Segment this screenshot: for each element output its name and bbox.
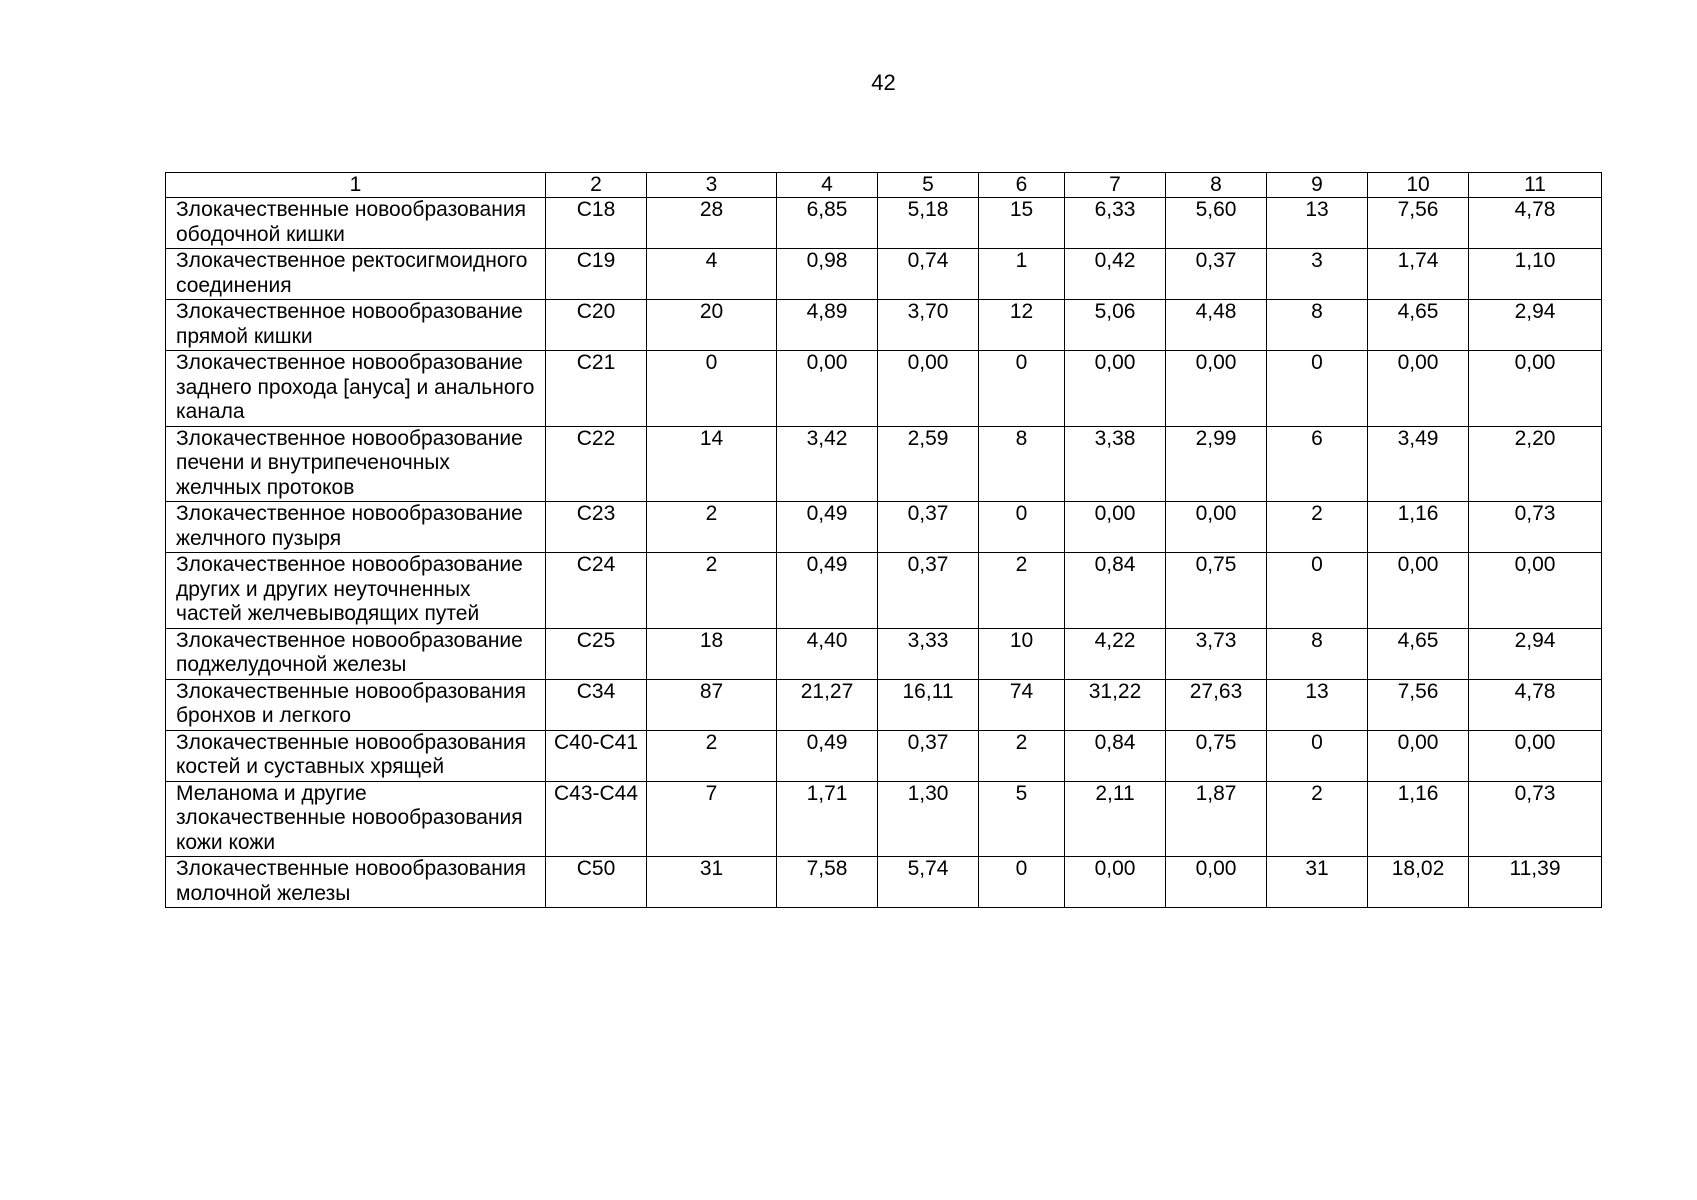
diagnosis-name-cell: Злокачественные новообразования костей и суставных хрящей: [166, 730, 546, 781]
value-cell: 5,06: [1065, 300, 1166, 351]
value-cell: 2,94: [1469, 300, 1602, 351]
value-cell: 0,00: [1065, 502, 1166, 553]
icd-code-cell: C19: [546, 249, 647, 300]
value-cell: 0: [1267, 553, 1368, 629]
diagnosis-name-cell: Меланома и другие злокачественные новообразования кожи кожи: [166, 781, 546, 857]
value-cell: 0,42: [1065, 249, 1166, 300]
value-cell: 0,37: [1166, 249, 1267, 300]
value-cell: 87: [647, 679, 777, 730]
value-cell: 3,73: [1166, 628, 1267, 679]
value-cell: 0,00: [777, 351, 878, 427]
value-cell: 0,98: [777, 249, 878, 300]
value-cell: 3: [1267, 249, 1368, 300]
header-row: [166, 173, 1602, 198]
value-cell: 7,56: [1368, 198, 1469, 249]
value-cell: 0,00: [1368, 553, 1469, 629]
column-header: 1: [166, 173, 546, 198]
value-cell: 0,00: [1469, 351, 1602, 427]
value-cell: 20: [647, 300, 777, 351]
column-header: 4: [777, 173, 878, 198]
diagnosis-name-cell: Злокачественное новообразование поджелудочной железы: [166, 628, 546, 679]
value-cell: 0,49: [777, 553, 878, 629]
value-cell: 2: [1267, 781, 1368, 857]
value-cell: 0,75: [1166, 553, 1267, 629]
value-cell: 0,00: [1166, 502, 1267, 553]
diagnosis-name-cell: Злокачественные новообразования бронхов и легкого: [166, 679, 546, 730]
value-cell: 0,00: [1469, 553, 1602, 629]
icd-code-cell: C50: [546, 857, 647, 908]
value-cell: 1,16: [1368, 502, 1469, 553]
value-cell: 6,85: [777, 198, 878, 249]
icd-code-cell: C34: [546, 679, 647, 730]
value-cell: 5: [979, 781, 1065, 857]
value-cell: 0: [979, 351, 1065, 427]
value-cell: 4,40: [777, 628, 878, 679]
value-cell: 0,00: [1368, 730, 1469, 781]
value-cell: 0,84: [1065, 730, 1166, 781]
value-cell: 2: [647, 730, 777, 781]
value-cell: 2,94: [1469, 628, 1602, 679]
value-cell: 7: [647, 781, 777, 857]
value-cell: 6,33: [1065, 198, 1166, 249]
value-cell: 0,00: [1166, 857, 1267, 908]
value-cell: 0,74: [878, 249, 979, 300]
icd-code-cell: C24: [546, 553, 647, 629]
value-cell: 2,11: [1065, 781, 1166, 857]
icd-code-cell: C20: [546, 300, 647, 351]
value-cell: 15: [979, 198, 1065, 249]
value-cell: 0,37: [878, 553, 979, 629]
value-cell: 0,00: [1065, 351, 1166, 427]
value-cell: 11,39: [1469, 857, 1602, 908]
diagnosis-name-cell: Злокачественные новообразования молочной железы: [166, 857, 546, 908]
value-cell: 2: [647, 502, 777, 553]
value-cell: 0,49: [777, 730, 878, 781]
value-cell: 0,37: [878, 502, 979, 553]
value-cell: 1,74: [1368, 249, 1469, 300]
value-cell: 0,00: [1368, 351, 1469, 427]
column-header: 6: [979, 173, 1065, 198]
column-header: 7: [1065, 173, 1166, 198]
icd-code-cell: C22: [546, 426, 647, 502]
value-cell: 4,89: [777, 300, 878, 351]
value-cell: 0,00: [878, 351, 979, 427]
value-cell: 3,49: [1368, 426, 1469, 502]
value-cell: 2,20: [1469, 426, 1602, 502]
diagnosis-name-cell: Злокачественное новообразование желчного пузыря: [166, 502, 546, 553]
table-row: [166, 300, 1602, 351]
value-cell: 6: [1267, 426, 1368, 502]
value-cell: 12: [979, 300, 1065, 351]
value-cell: 0,00: [1065, 857, 1166, 908]
value-cell: 0: [979, 857, 1065, 908]
diagnosis-name-cell: Злокачественное новообразование других и других неуточненных частей желчевыводящих путей: [166, 553, 546, 629]
column-header: 9: [1267, 173, 1368, 198]
diagnosis-name-cell: Злокачественное новообразование прямой кишки: [166, 300, 546, 351]
table-row: [166, 628, 1602, 679]
table-row: [166, 679, 1602, 730]
value-cell: 4,65: [1368, 628, 1469, 679]
table-row: [166, 730, 1602, 781]
data-table: [165, 172, 1602, 908]
value-cell: 4,78: [1469, 679, 1602, 730]
column-header: 2: [546, 173, 647, 198]
diagnosis-name-cell: Злокачественное новообразование заднего прохода [ануса] и анального канала: [166, 351, 546, 427]
value-cell: 18,02: [1368, 857, 1469, 908]
value-cell: 0,49: [777, 502, 878, 553]
value-cell: 31: [647, 857, 777, 908]
value-cell: 0,73: [1469, 502, 1602, 553]
value-cell: 0: [647, 351, 777, 427]
table-body: [166, 198, 1602, 908]
value-cell: 1,30: [878, 781, 979, 857]
value-cell: 3,70: [878, 300, 979, 351]
icd-code-cell: C25: [546, 628, 647, 679]
value-cell: 2,59: [878, 426, 979, 502]
value-cell: 5,18: [878, 198, 979, 249]
icd-code-cell: C23: [546, 502, 647, 553]
value-cell: 7,56: [1368, 679, 1469, 730]
icd-code-cell: C21: [546, 351, 647, 427]
value-cell: 5,60: [1166, 198, 1267, 249]
value-cell: 27,63: [1166, 679, 1267, 730]
table-row: [166, 781, 1602, 857]
value-cell: 3,33: [878, 628, 979, 679]
diagnosis-name-cell: Злокачественное новообразование печени и внутрипеченочных желчных протоков: [166, 426, 546, 502]
value-cell: 8: [1267, 628, 1368, 679]
value-cell: 31,22: [1065, 679, 1166, 730]
table-row: [166, 553, 1602, 629]
column-header: 11: [1469, 173, 1602, 198]
table-row: [166, 426, 1602, 502]
value-cell: 0,00: [1469, 730, 1602, 781]
diagnosis-name-cell: Злокачественные новообразования ободочной кишки: [166, 198, 546, 249]
value-cell: 5,74: [878, 857, 979, 908]
value-cell: 31: [1267, 857, 1368, 908]
value-cell: 28: [647, 198, 777, 249]
value-cell: 0,73: [1469, 781, 1602, 857]
value-cell: 2,99: [1166, 426, 1267, 502]
value-cell: 4,48: [1166, 300, 1267, 351]
value-cell: 10: [979, 628, 1065, 679]
value-cell: 1,10: [1469, 249, 1602, 300]
table-row: [166, 198, 1602, 249]
value-cell: 14: [647, 426, 777, 502]
icd-code-cell: C40-C41: [546, 730, 647, 781]
diagnosis-name-cell: Злокачественное ректосигмоидного соединения: [166, 249, 546, 300]
value-cell: 1,87: [1166, 781, 1267, 857]
column-header: 5: [878, 173, 979, 198]
value-cell: 2: [979, 730, 1065, 781]
column-header: 8: [1166, 173, 1267, 198]
value-cell: 4,78: [1469, 198, 1602, 249]
value-cell: 13: [1267, 679, 1368, 730]
value-cell: 0: [979, 502, 1065, 553]
value-cell: 8: [1267, 300, 1368, 351]
value-cell: 0,84: [1065, 553, 1166, 629]
table-row: [166, 351, 1602, 427]
value-cell: 2: [647, 553, 777, 629]
value-cell: 4: [647, 249, 777, 300]
value-cell: 2: [979, 553, 1065, 629]
value-cell: 16,11: [878, 679, 979, 730]
value-cell: 0,75: [1166, 730, 1267, 781]
value-cell: 3,42: [777, 426, 878, 502]
value-cell: 0,00: [1166, 351, 1267, 427]
column-header: 3: [647, 173, 777, 198]
value-cell: 1,71: [777, 781, 878, 857]
value-cell: 1: [979, 249, 1065, 300]
value-cell: 2: [1267, 502, 1368, 553]
value-cell: 8: [979, 426, 1065, 502]
value-cell: 21,27: [777, 679, 878, 730]
value-cell: 3,38: [1065, 426, 1166, 502]
value-cell: 0: [1267, 730, 1368, 781]
value-cell: 1,16: [1368, 781, 1469, 857]
page-number: 42: [871, 70, 896, 95]
value-cell: 4,65: [1368, 300, 1469, 351]
column-header: 10: [1368, 173, 1469, 198]
table-row: [166, 249, 1602, 300]
value-cell: 7,58: [777, 857, 878, 908]
table-row: [166, 857, 1602, 908]
value-cell: 0: [1267, 351, 1368, 427]
icd-code-cell: C43-C44: [546, 781, 647, 857]
table-row: [166, 502, 1602, 553]
value-cell: 74: [979, 679, 1065, 730]
value-cell: 0,37: [878, 730, 979, 781]
value-cell: 18: [647, 628, 777, 679]
value-cell: 4,22: [1065, 628, 1166, 679]
value-cell: 13: [1267, 198, 1368, 249]
icd-code-cell: C18: [546, 198, 647, 249]
